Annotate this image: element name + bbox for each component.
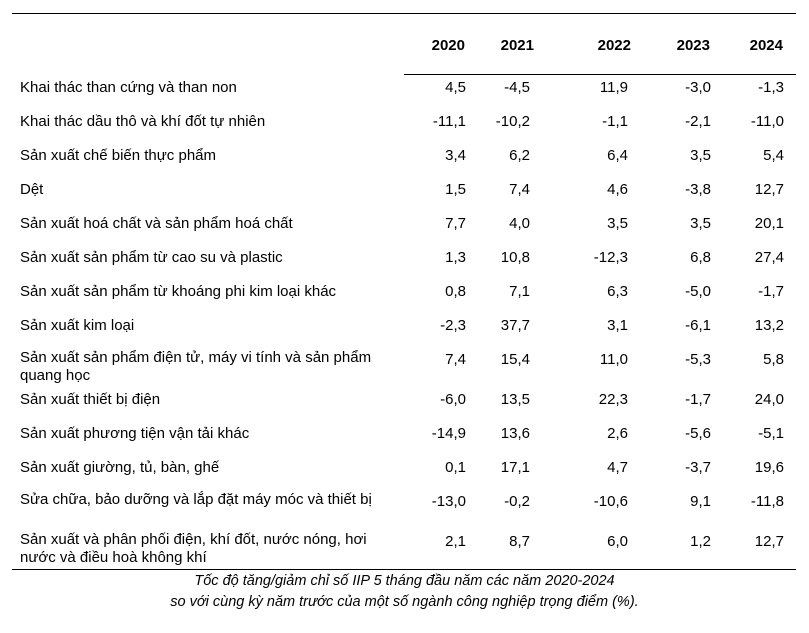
cell-value-2020: 0,1 bbox=[445, 459, 466, 476]
cell-value-2023: 1,2 bbox=[690, 533, 711, 550]
cell-value-2022: -10,6 bbox=[593, 493, 628, 510]
row-label: Sản xuất giường, tủ, bàn, ghế bbox=[20, 459, 220, 476]
cell-value-2021: 13,6 bbox=[500, 425, 530, 442]
cell-value-2024: 27,4 bbox=[754, 249, 784, 266]
cell-value-2022: 2,6 bbox=[607, 425, 628, 442]
cell-value-2022: 3,5 bbox=[607, 215, 628, 232]
cell-value-2020: -13,0 bbox=[431, 493, 466, 510]
header-year: 2023 bbox=[676, 37, 710, 54]
cell-value-2020: 7,4 bbox=[445, 351, 466, 368]
cell-value-2024: 24,0 bbox=[754, 391, 784, 408]
cell-value-2020: -14,9 bbox=[431, 425, 466, 442]
row-label: Sản xuất phương tiện vận tải khác bbox=[20, 425, 250, 442]
cell-value-2023: 3,5 bbox=[690, 147, 711, 164]
header-rule bbox=[404, 74, 796, 75]
cell-value-2020: 1,3 bbox=[445, 249, 466, 266]
cell-value-2021: 15,4 bbox=[500, 351, 530, 368]
cell-value-2023: 6,8 bbox=[690, 249, 711, 266]
cell-value-2024: -5,1 bbox=[758, 425, 784, 442]
header-year: 2021 bbox=[500, 37, 534, 54]
cell-value-2021: 17,1 bbox=[500, 459, 530, 476]
row-label: Sản xuất và phân phối điện, khí đốt, nước nóng, hơi nước và điều hoà không khí bbox=[20, 531, 367, 566]
cell-value-2023: -6,1 bbox=[685, 317, 711, 334]
header-year: 2022 bbox=[597, 37, 631, 54]
row-label: Sửa chữa, bảo dưỡng và lắp đặt máy móc và thiết bị bbox=[20, 491, 372, 508]
cell-value-2021: 6,2 bbox=[509, 147, 530, 164]
cell-value-2020: 0,8 bbox=[445, 283, 466, 300]
cell-value-2024: -1,3 bbox=[758, 79, 784, 96]
cell-value-2020: -11,1 bbox=[432, 113, 466, 130]
cell-value-2021: 13,5 bbox=[500, 391, 530, 408]
cell-value-2021: -0,2 bbox=[504, 493, 530, 510]
cell-value-2021: 10,8 bbox=[500, 249, 530, 266]
cell-value-2020: -2,3 bbox=[440, 317, 466, 334]
header-year: 2024 bbox=[749, 37, 783, 54]
cell-value-2022: 22,3 bbox=[598, 391, 628, 408]
cell-value-2021: 7,4 bbox=[509, 181, 530, 198]
cell-value-2022: 3,1 bbox=[607, 317, 628, 334]
table-bottom-rule bbox=[12, 569, 796, 570]
cell-value-2023: -5,3 bbox=[685, 351, 711, 368]
cell-value-2021: 37,7 bbox=[500, 317, 530, 334]
cell-value-2022: 4,7 bbox=[607, 459, 628, 476]
cell-value-2023: -5,0 bbox=[685, 283, 711, 300]
row-label: Khai thác dầu thô và khí đốt tự nhiên bbox=[20, 113, 266, 130]
table-top-rule bbox=[12, 13, 796, 14]
cell-value-2022: 11,9 bbox=[599, 79, 628, 96]
cell-value-2021: 7,1 bbox=[509, 283, 530, 300]
cell-value-2023: -3,0 bbox=[685, 79, 711, 96]
row-label: Khai thác than cứng và than non bbox=[20, 79, 237, 96]
cell-value-2022: 6,3 bbox=[607, 283, 628, 300]
cell-value-2022: 6,0 bbox=[607, 533, 628, 550]
cell-value-2020: 2,1 bbox=[445, 533, 466, 550]
cell-value-2021: -4,5 bbox=[504, 79, 530, 96]
cell-value-2024: 13,2 bbox=[754, 317, 784, 334]
row-label: Sản xuất sản phẩm từ khoáng phi kim loại khác bbox=[20, 283, 337, 300]
row-label: Sản xuất chế biến thực phẩm bbox=[20, 147, 216, 164]
cell-value-2022: -12,3 bbox=[593, 249, 628, 266]
cell-value-2023: -3,8 bbox=[685, 181, 711, 198]
cell-value-2024: 19,6 bbox=[754, 459, 784, 476]
cell-value-2020: 3,4 bbox=[445, 147, 466, 164]
row-label: Sản xuất hoá chất và sản phẩm hoá chất bbox=[20, 215, 293, 232]
cell-value-2022: 11,0 bbox=[599, 351, 628, 368]
cell-value-2020: 4,5 bbox=[445, 79, 466, 96]
caption-line-1: Tốc độ tăng/giảm chỉ số IIP 5 tháng đầu năm các năm 2020-2024 bbox=[194, 573, 615, 589]
cell-value-2020: -6,0 bbox=[440, 391, 466, 408]
cell-value-2022: 4,6 bbox=[607, 181, 628, 198]
caption-line-2: so với cùng kỳ năm trước của một số ngành công nghiệp trọng điểm (%). bbox=[170, 594, 639, 610]
cell-value-2024: -11,0 bbox=[750, 113, 784, 130]
cell-value-2023: -3,7 bbox=[685, 459, 711, 476]
cell-value-2022: -1,1 bbox=[602, 113, 628, 130]
row-label: Sản xuất sản phẩm điện tử, máy vi tính và sản phẩm quang học bbox=[20, 349, 372, 384]
cell-value-2024: 20,1 bbox=[754, 215, 784, 232]
row-label: Dệt bbox=[20, 181, 44, 198]
cell-value-2020: 1,5 bbox=[445, 181, 466, 198]
cell-value-2020: 7,7 bbox=[445, 215, 466, 232]
row-label: Sản xuất thiết bị điện bbox=[20, 391, 161, 408]
cell-value-2024: 5,8 bbox=[763, 351, 784, 368]
cell-value-2023: -2,1 bbox=[685, 113, 711, 130]
cell-value-2024: -11,8 bbox=[750, 493, 784, 510]
cell-value-2023: 3,5 bbox=[690, 215, 711, 232]
cell-value-2024: 12,7 bbox=[754, 533, 784, 550]
cell-value-2023: -1,7 bbox=[685, 391, 711, 408]
row-label: Sản xuất sản phẩm từ cao su và plastic bbox=[20, 249, 283, 266]
cell-value-2024: 12,7 bbox=[754, 181, 784, 198]
cell-value-2021: 4,0 bbox=[509, 215, 530, 232]
cell-value-2022: 6,4 bbox=[607, 147, 628, 164]
cell-value-2023: 9,1 bbox=[690, 493, 711, 510]
header-year: 2020 bbox=[431, 37, 465, 54]
cell-value-2023: -5,6 bbox=[685, 425, 711, 442]
cell-value-2021: 8,7 bbox=[509, 533, 530, 550]
cell-value-2024: -1,7 bbox=[758, 283, 784, 300]
cell-value-2024: 5,4 bbox=[763, 147, 784, 164]
cell-value-2021: -10,2 bbox=[495, 113, 530, 130]
row-label: Sản xuất kim loại bbox=[20, 317, 135, 334]
